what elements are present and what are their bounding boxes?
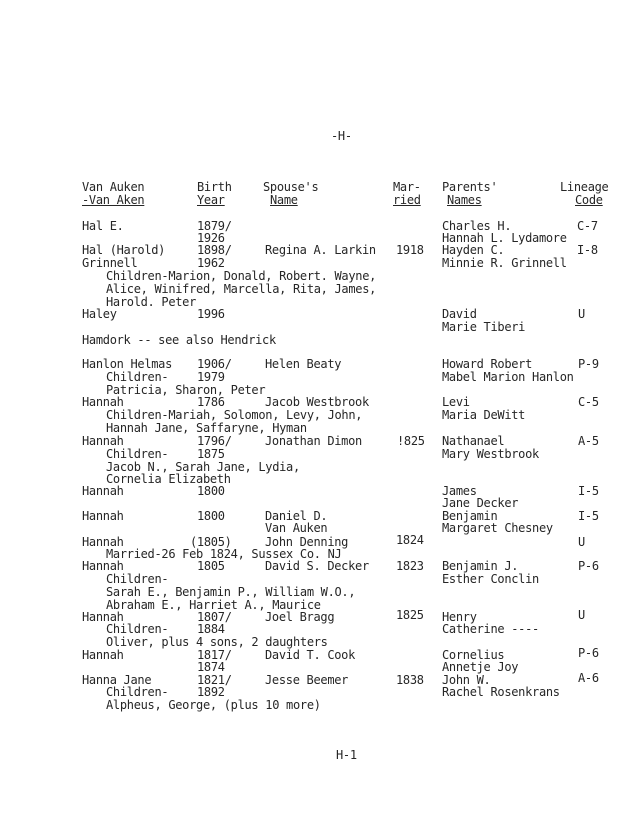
entry-spouse: Daniel D. [265,509,328,523]
entry-death: 1875 [197,447,225,461]
entry-married: 1918 [396,243,424,257]
entry-death: 1892 [197,685,225,699]
entry-parent-father: Hayden C. [442,243,505,257]
entry-married: 1838 [396,673,424,687]
entry-parent-mother: Rachel Rosenkrans [442,685,560,699]
entry-parent-mother: Margaret Chesney [442,521,553,535]
entry-death: 1979 [197,370,225,384]
entry-birth: 1898/ [197,243,232,257]
header-birth-line-1: Birth [197,180,232,194]
entry-birth: 1807/ [197,610,232,624]
entry-parent-father: Benjamin [442,509,498,523]
entry-parent-mother: Maria DeWitt [442,408,526,422]
entry-parent-father: John W. [442,673,491,687]
entry-name: Hanna Jane [82,673,152,687]
entry-death: 1926 [197,231,225,245]
entry-parent-mother: Mabel Marion Hanlon [442,370,574,384]
entry-marriage-note: Married-26 Feb 1824, Sussex Co. NJ [106,547,342,561]
header-spouse-line-2: Name [270,193,298,207]
entry-death: 1962 [197,256,225,270]
entry-married: 1825 [396,608,424,622]
entry-birth: 1796/ [197,434,232,448]
entry-lineage-code: P-6 [578,646,599,660]
entry-parent-father: James [442,484,477,498]
entry-spouse: Regina A. Larkin [265,243,376,257]
entry-lineage-code: I-8 [577,243,598,257]
header-birth-line-2: Year [197,193,225,207]
entry-parent-father: Benjamin J. [442,559,519,573]
entry-children-line: Alice, Winifred, Marcella, Rita, James, [106,282,377,296]
entry-parent-father: Nathanael [442,434,505,448]
entry-children-line: Patricia, Sharon, Peter [106,383,266,397]
entry-children-line: Abraham E., Harriet A., Maurice [106,598,321,612]
header-surname-line-1: Van Auken [82,180,145,194]
entry-lineage-code: I-5 [578,509,599,523]
entry-children-line: Sarah E., Benjamin P., William W.O., [106,585,356,599]
entry-birth: 1786 [197,395,225,409]
entry-parent-mother: Esther Conclin [442,572,539,586]
entry-name: Hal (Harold) [82,243,166,257]
entry-birth: 1800 [197,509,225,523]
entry-parent-mother: Minnie R. Grinnell [442,256,567,270]
entry-birth: 1805 [197,559,225,573]
entry-parent-father: Henry [442,610,477,624]
header-parents-line-1: Parents' [442,180,498,194]
entry-children-line: Hannah Jane, Saffaryne, Hyman [106,421,307,435]
entry-birth: 1800 [197,484,225,498]
entry-parent-mother: Mary Westbrook [442,447,539,461]
entry-married: 1823 [396,559,424,573]
entry-spouse: Jesse Beemer [265,673,349,687]
entry-name: Hannah [82,610,124,624]
entry-spouse: Joel Bragg [265,610,335,624]
entry-lineage-code: U [578,307,585,321]
page-section-marker: -H- [331,129,352,143]
entry-children-label: Children- [106,572,169,586]
entry-name: Hannah [82,648,124,662]
entry-birth: 1996 [197,307,225,321]
page-footer-number: H-1 [336,748,357,762]
entry-parent-mother: Annetje Joy [442,660,519,674]
entry-spouse: Jacob Westbrook [265,395,369,409]
entry-parent-father: David [442,307,477,321]
entry-name: Hannah [82,559,124,573]
entry-birth: 1906/ [197,357,232,371]
entry-spouse-continued: Van Auken [265,521,328,535]
entry-spouse: John Denning [265,535,349,549]
entry-death: 1884 [197,622,225,636]
entry-parent-mother: Catherine ---- [442,622,539,636]
entry-children-line: Alpheus, George, (plus 10 more) [106,698,321,712]
entry-children-label: Children- [106,447,169,461]
entry-parent-father: Howard Robert [442,357,533,371]
entry-spouse: David S. Decker [265,559,369,573]
entry-parent-mother: Marie Tiberi [442,320,526,334]
entry-birth: 1879/ [197,219,232,233]
entry-name: Hannah [82,395,124,409]
header-married-line-2: ried [393,193,421,207]
entry-lineage-code: U [578,535,585,549]
header-lineage-line-2: Code [575,193,603,207]
entry-children-label: Children- [106,685,169,699]
entry-spouse: Jonathan Dimon [265,434,362,448]
entry-children-line: Children-Marion, Donald, Robert. Wayne, [106,269,377,283]
entry-parent-father: Cornelius [442,648,505,662]
entry-children-line: Jacob N., Sarah Jane, Lydia, [106,460,300,474]
entry-children-line: Harold. Peter [106,295,197,309]
entry-parent-father: Levi [442,395,470,409]
entry-birth: 1821/ [197,673,232,687]
entry-name-continued: Grinnell [82,256,138,270]
entry-spouse: David T. Cook [265,648,356,662]
header-lineage-line-1: Lineage [560,180,609,194]
entry-married: !825 [397,434,425,448]
entry-lineage-code: I-5 [578,484,599,498]
entry-spouse: Helen Beaty [265,357,342,371]
entry-name: Hannah [82,484,124,498]
entry-parent-father: Charles H. [442,219,512,233]
entry-lineage-code: P-6 [578,559,599,573]
entry-name: Haley [82,307,117,321]
entry-lineage-code: P-9 [578,357,599,371]
entry-married: 1824 [396,533,424,547]
entry-birth: (1805) [190,535,232,549]
entry-birth: 1817/ [197,648,232,662]
entry-lineage-code: A-6 [578,671,599,685]
entry-lineage-code: C-7 [577,219,598,233]
entry-children-label: Children- [106,622,169,636]
entry-children-line: Oliver, plus 4 sons, 2 daughters [106,635,328,649]
entry-lineage-code: C-5 [578,395,599,409]
entry-children-line: Children-Mariah, Solomon, Levy, John, [106,408,363,422]
entry-name: Hanlon Helmas [82,357,173,371]
entry-name: Hannah [82,535,124,549]
header-parents-line-2: Names [447,193,482,207]
header-surname-line-2: -Van Aken [82,193,145,207]
entry-lineage-code: A-5 [578,434,599,448]
entry-parent-mother: Hannah L. Lydamore [442,231,567,245]
header-spouse-line-1: Spouse's [263,180,319,194]
entry-children-line: Cornelia Elizabeth [106,472,231,486]
entry-name: Hannah [82,434,124,448]
entry-children-label: Children- [106,370,169,384]
entry-name: Hal E. [82,219,124,233]
entry-lineage-code: U [578,608,585,622]
header-married-line-1: Mar- [393,180,421,194]
entry-name: Hannah [82,509,124,523]
cross-reference-note: Hamdork -- see also Hendrick [82,333,276,347]
entry-parent-mother: Jane Decker [442,496,519,510]
entry-death: 1874 [197,660,225,674]
